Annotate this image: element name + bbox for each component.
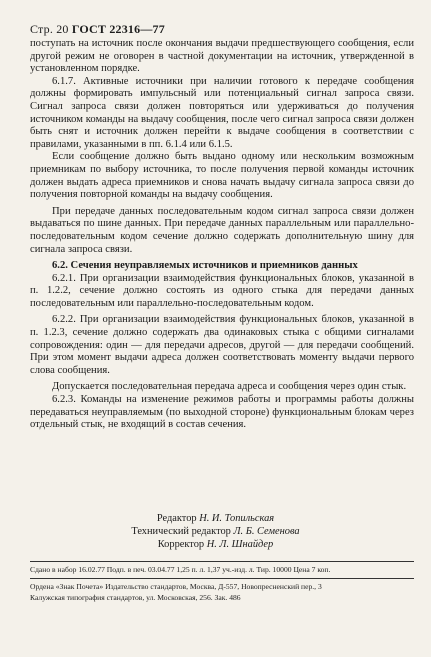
body-text — [30, 38, 414, 432]
credits-block — [0, 512, 431, 551]
page-header — [30, 22, 165, 37]
editor-name: Н. И. Топильская — [199, 513, 275, 524]
paragraph: 6.2.2. При организации взаимодействия функциональных блоков, указанной в п. 1.2.3, сечение должно содержать два одинаковых стыка с общими сигналами сопровождения: один — для передачи адресов, другой — для передачи сообщений. При этом момент выдачи адреса должен соответствовать моменту выдачи первого слова сообщения. — [30, 314, 414, 376]
editor-role: Редактор — [156, 513, 197, 524]
tech-editor-role: Технический редактор — [131, 526, 231, 537]
paragraph: Если сообщение должно быть выдано одному или нескольким возможным приемникам по выбору источника, то после получения первой команды источник должен выдать адреса приемников и снова начать выдачу сигнала запроса связи до получения повторной команды на выдачу сообщения. — [30, 151, 414, 201]
standard-code: ГОСТ 22316—77 — [71, 22, 165, 36]
tech-editor-credit — [0, 525, 431, 538]
imprint-divider — [30, 561, 414, 562]
imprint-line: Калужская типография стандартов, ул. Московская, 256. Зак. 486 — [30, 593, 241, 602]
tech-editor-name: Л. Б. Семенова — [233, 526, 300, 537]
paragraph: 6.2.3. Команды на изменение режимов работы и программы работы должны передаваться неуправляемым (по выходной стороне) функциональным блокам через отдельный стык, не входящий в состав сечения. — [30, 394, 414, 431]
paragraph: 6.2.1. При организации взаимодействия функциональных блоков, указанной в п. 1.2.2, сечение должно состоять из одного стыка для передачи данных последовательным или параллельно-последовательным кодом. — [30, 272, 414, 309]
paragraph: 6.1.7. Активные источники при наличии готового к передаче сообщения должны формировать импульсный или потенциальный сигнал запроса связи. Сигнал запроса связи должен повторяться или удерживаться до получения источником команды на выдачу сообщения, после чего сигнал запроса связи должен быть снят и источник должен перейти к выдаче сообщения в соответствии с правилами, указанными в пп. 6.1.4 или 6.1.5. — [30, 75, 414, 150]
editor-credit — [0, 512, 431, 525]
imprint-divider — [30, 578, 414, 579]
proofreader-role: Корректор — [157, 539, 205, 550]
paragraph: Допускается последовательная передача адреса и сообщения через один стык. — [52, 381, 407, 393]
imprint-line: Сдано в набор 16.02.77 Подп. в печ. 03.04.77 1,25 п. л. 1,37 уч.-изд. л. Тир. 10000 Цена 7 коп. — [30, 565, 331, 574]
paragraph: При передаче данных последовательным кодом сигнал запроса связи должен выдаваться по шине данных. При передаче данных параллельным или параллельно-последовательным кодом сечение должно содержать дополнительную шину для сигнала запроса связи. — [30, 205, 414, 255]
proofreader-name: Н. Л. Шнайдер — [206, 539, 274, 550]
imprint-line: Ордена «Знак Почета» Издательство стандартов, Москва, Д-557, Новопресненский пер., 3 — [30, 582, 322, 591]
section-heading: 6.2. Сечения неуправляемых источников и приемников данных — [52, 260, 358, 272]
page-number: Стр. 20 — [30, 22, 69, 36]
paragraph: поступать на источник после окончания выдачи предшествующего сообщения, если другой режим не оговорен в частной документации на источник, утвержденной в установленном порядке. — [30, 38, 414, 75]
proofreader-credit — [0, 538, 431, 551]
